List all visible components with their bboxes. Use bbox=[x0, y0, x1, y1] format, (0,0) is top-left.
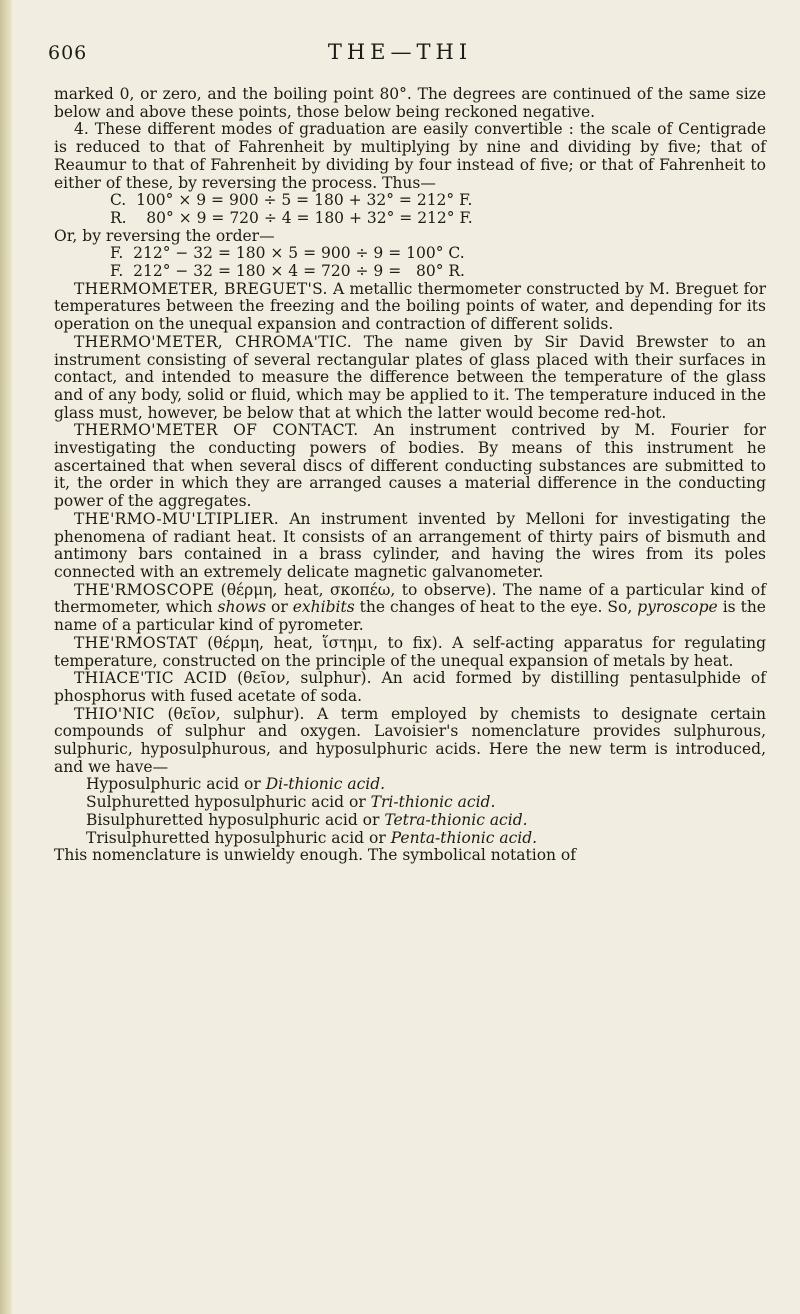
acid-name: Bisulphuretted hyposulphuric acid or bbox=[86, 810, 385, 829]
paragraph-reversing: Or, by reversing the order— bbox=[54, 226, 275, 245]
text-column bbox=[54, 86, 766, 865]
paragraph-continued: marked 0, or zero, and the boiling point 80°. The degrees are continued of the same size below and above these points, those below being reckoned negative. bbox=[54, 85, 766, 121]
entry-headword: THIACE'TIC ACID bbox=[74, 669, 228, 688]
equation-line: R. 80° × 9 = 720 ÷ 4 = 180 + 32° = 212° F. bbox=[110, 208, 473, 227]
page-spine-shadow bbox=[0, 0, 12, 1314]
paragraph-graduation: 4. These different modes of graduation are easily convertible : the scale of Centigrade is reduced to that of Fahrenheit by multiplying by nine and dividing by five; that of Reaumur to that of Fahrenheit by dividing by four instead of five; or that of Fahrenheit to either of these, by reversing the process. Thus— bbox=[54, 120, 766, 192]
entry-text: An instrument contrived by M. Fourier for investigating the conducting powers of bodies. By means of this instrument he ascertained that when several discs of different conducting substances are submitted to it, the order in which they are arranged causes a material difference in the conducting power of the aggregates. bbox=[54, 421, 766, 511]
running-title: THE—THI bbox=[327, 40, 473, 64]
entry-italic-term: pyroscope bbox=[637, 598, 718, 617]
entry-headword: THE'RMOSTAT bbox=[74, 633, 198, 652]
entry-thermometer-breguet bbox=[54, 281, 766, 334]
equation-line: F. 212° − 32 = 180 × 5 = 900 ÷ 9 = 100° C. bbox=[110, 244, 465, 263]
entry-text: is the name of a particular kind of pyrometer. bbox=[54, 598, 766, 635]
entry-headword: THERMO'METER OF CONTACT. bbox=[74, 421, 359, 440]
equation-line: C. 100° × 9 = 900 ÷ 5 = 180 + 32° = 212° F. bbox=[110, 191, 473, 210]
entry-thermo-multiplier bbox=[54, 511, 766, 582]
entry-italic-term: shows bbox=[217, 598, 267, 617]
paragraph-final: This nomenclature is unwieldy enough. The symbolical notation of bbox=[54, 846, 577, 865]
entry-thiacetic-acid bbox=[54, 670, 766, 705]
entry-thermostat bbox=[54, 635, 766, 670]
equation-line: F. 212° − 32 = 180 × 4 = 720 ÷ 9 = 80° R. bbox=[110, 262, 465, 281]
entry-text: An instrument invented by Melloni for investigating the phenomena of radiant heat. It consists of an arrangement of thirty pairs of bismuth and antimony bars contained in a brass cylinder, and having the wires from its poles connected with an extremely delicate magnetic galvanometer. bbox=[54, 509, 766, 581]
entry-text: the changes of heat to the eye. So, bbox=[354, 598, 638, 617]
entry-text: A metallic thermometer constructed by M. Breguet for temperatures between the freezing and the boiling points of water, and depending for its operation on the unequal expansion and contraction of different solids. bbox=[54, 279, 766, 334]
acid-list-item bbox=[54, 794, 766, 812]
entry-headword: THERMOMETER, BREGUET'S. bbox=[74, 279, 328, 298]
acid-term: Tetra-thionic acid. bbox=[384, 810, 528, 829]
entry-text: or bbox=[266, 598, 293, 617]
acid-term: Di-thionic acid. bbox=[265, 775, 386, 794]
entry-thionic bbox=[54, 706, 766, 777]
entry-text: (θέρμη, heat, σκοπέω, to observe). The name of a particular kind of thermometer, which bbox=[54, 580, 766, 617]
entry-text: The name given by Sir David Brewster to an instrument consisting of several rectangular plates of glass placed with their surfaces in contact, and intended to measure the difference between the temperature of the glass and of any body, solid or fluid, which may be applied to it. The temperature induced in the glass must, however, be below that at which the latter would become red-hot. bbox=[54, 332, 766, 422]
acid-term: Penta-thionic acid. bbox=[390, 828, 538, 847]
entry-headword: THERMO'METER, CHROMA'TIC. bbox=[74, 332, 353, 351]
entry-headword: THE'RMOSCOPE bbox=[74, 580, 215, 599]
entry-thermoscope bbox=[54, 582, 766, 635]
entry-thermometer-chromatic bbox=[54, 334, 766, 423]
acid-term: Tri-thionic acid. bbox=[370, 793, 496, 812]
page-number: 606 bbox=[48, 42, 88, 64]
entry-text: (θέρμη, heat, ἵστημι, to fix). A self-acting apparatus for regulating temperature, constructed on the principle of the unequal expansion of metals by heat. bbox=[54, 633, 766, 670]
acid-list-item bbox=[54, 812, 766, 830]
acid-name: Sulphuretted hyposulphuric acid or bbox=[86, 793, 371, 812]
acid-list-item bbox=[54, 830, 766, 848]
entry-italic-term: exhibits bbox=[292, 598, 355, 617]
entry-headword: THE'RMO-MU'LTIPLIER. bbox=[74, 509, 279, 528]
acid-name: Trisulphuretted hyposulphuric acid or bbox=[86, 828, 391, 847]
acid-list-item bbox=[54, 776, 766, 794]
acid-name: Hyposulphuric acid or bbox=[86, 775, 266, 794]
entry-thermometer-of-contact bbox=[54, 422, 766, 511]
entry-headword: THIO'NIC bbox=[74, 704, 155, 723]
entry-text: (θεῖον, sulphur). A term employed by chemists to designate certain compounds of sulphur and oxygen. Lavoisier's nomenclature provides sulphurous, sulphuric, hyposulphurous, and hyposulphuric acids. Here the new term is introduced, and we have— bbox=[54, 704, 766, 776]
entry-text: (θεῖον, sulphur). An acid formed by distilling pentasulphide of phosphorus with fused acetate of soda. bbox=[54, 669, 766, 705]
